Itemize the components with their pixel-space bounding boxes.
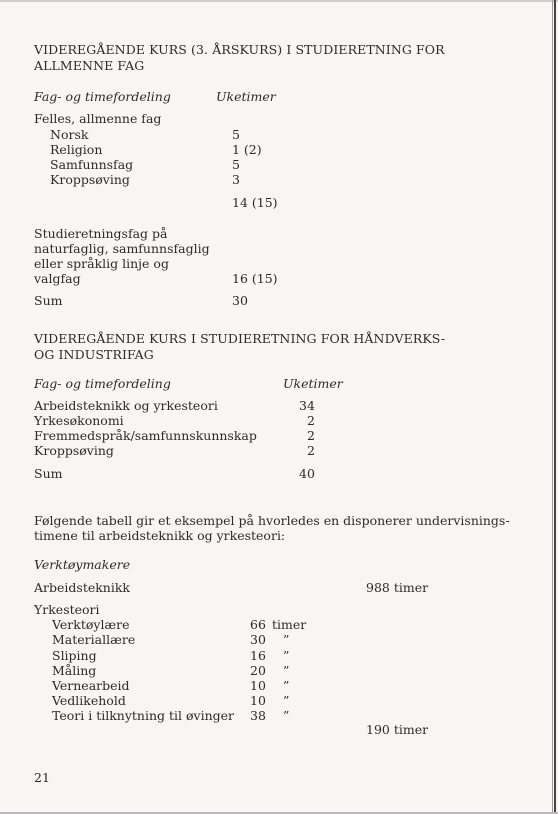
section1-heading-line2: ALLMENNE FAG — [34, 58, 145, 73]
section3-trade: Verktøymakere — [34, 557, 131, 572]
section1-subject-name: Norsk — [50, 127, 89, 142]
page-edge-top — [0, 0, 558, 2]
section1-subject-name: Samfunnsfag — [50, 157, 134, 172]
section1-subject-name: Kroppsøving — [50, 172, 130, 187]
section3-item-name: Materiallære — [52, 632, 136, 647]
section3-intro-line2: timene til arbeidsteknikk og yrkesteori: — [34, 528, 286, 543]
section1-col-header-left: Fag- og timefordeling — [34, 89, 171, 104]
section1-subject-hours: 1 (2) — [232, 142, 262, 157]
section3-arbeidsteknikk-hours: 988 timer — [366, 580, 429, 595]
section2-sum-value: 40 — [299, 466, 315, 481]
section3-item-hours: 30 — [250, 632, 266, 647]
section3-item-unit: ” — [283, 708, 290, 723]
section2-subject-hours: 2 — [307, 428, 315, 443]
section1-subject-hours: 5 — [232, 127, 240, 142]
section1-sum-label: Sum — [34, 293, 63, 308]
section3-item-name: Sliping — [52, 648, 97, 663]
section3-item-hours: 10 — [250, 693, 266, 708]
page-edge-right — [554, 0, 556, 814]
section3-item-unit: ” — [283, 663, 290, 678]
section1-heading-line1: VIDEREGÅENDE KURS (3. ÅRSKURS) I STUDIERETNING FOR — [34, 42, 445, 57]
section1-subtotal: 14 (15) — [232, 195, 278, 210]
section3-item-hours: 38 — [250, 708, 266, 723]
section3-item-name: Verktøylære — [52, 617, 130, 632]
section3-item-unit: ” — [283, 693, 290, 708]
section3-item-unit: ” — [283, 648, 290, 663]
section3-item-name: Vernearbeid — [52, 678, 130, 693]
section2-subject-name: Fremmedspråk/samfunnskunnskap — [34, 428, 257, 443]
section2-subject-name: Kroppsøving — [34, 443, 114, 458]
section3-yrkesteori-label: Yrkesteori — [34, 602, 100, 617]
section3-item-hours: 20 — [250, 663, 266, 678]
section3-item-hours: 16 — [250, 648, 266, 663]
section3-item-hours: 10 — [250, 678, 266, 693]
section1-subject-hours: 3 — [232, 172, 240, 187]
section1-subject-hours: 5 — [232, 157, 240, 172]
section1-sum-value: 30 — [232, 293, 248, 308]
section3-item-name: Teori i tilknytning til øvinger — [52, 708, 235, 723]
section3-item-unit: timer — [272, 617, 307, 632]
section1-group-label: Felles, allmenne fag — [34, 111, 162, 126]
section3-item-unit: ” — [283, 678, 290, 693]
section2-heading-line1: VIDEREGÅENDE KURS I STUDIERETNING FOR HÅNDVERKS- — [34, 331, 446, 346]
section3-item-name: Vedlikehold — [52, 693, 126, 708]
section1-subject-name: Religion — [50, 142, 103, 157]
section2-heading-line2: OG INDUSTRIFAG — [34, 347, 154, 362]
section2-subject-hours: 2 — [307, 413, 315, 428]
section1-studie-line: eller språklig linje og — [34, 256, 169, 271]
section3-arbeidsteknikk-label: Arbeidsteknikk — [34, 580, 131, 595]
page-edge-right-inner — [552, 0, 553, 814]
section2-subject-name: Arbeidsteknikk og yrkesteori — [34, 398, 218, 413]
section3-item-hours: 66 — [250, 617, 266, 632]
section1-col-header-right: Uketimer — [216, 89, 276, 104]
section3-intro-line1: Følgende tabell gir et eksempel på hvorledes en disponerer undervisnings- — [34, 513, 510, 528]
section2-col-header-left: Fag- og timefordeling — [34, 376, 171, 391]
section1-studie-line: Studieretningsfag på — [34, 226, 168, 241]
section1-studie-line: valgfag — [34, 271, 81, 286]
section2-subject-name: Yrkesøkonomi — [34, 413, 124, 428]
section1-studie-hours: 16 (15) — [232, 271, 278, 286]
section3-item-unit: ” — [283, 632, 290, 647]
section3-item-name: Måling — [52, 663, 97, 678]
section2-subject-hours: 34 — [299, 398, 315, 413]
section2-subject-hours: 2 — [307, 443, 315, 458]
section1-studie-line: naturfaglig, samfunnsfaglig — [34, 241, 210, 256]
page-number: 21 — [34, 770, 50, 785]
section3-yrkesteori-total: 190 timer — [366, 722, 429, 737]
section2-col-header-right: Uketimer — [283, 376, 343, 391]
section2-sum-label: Sum — [34, 466, 63, 481]
